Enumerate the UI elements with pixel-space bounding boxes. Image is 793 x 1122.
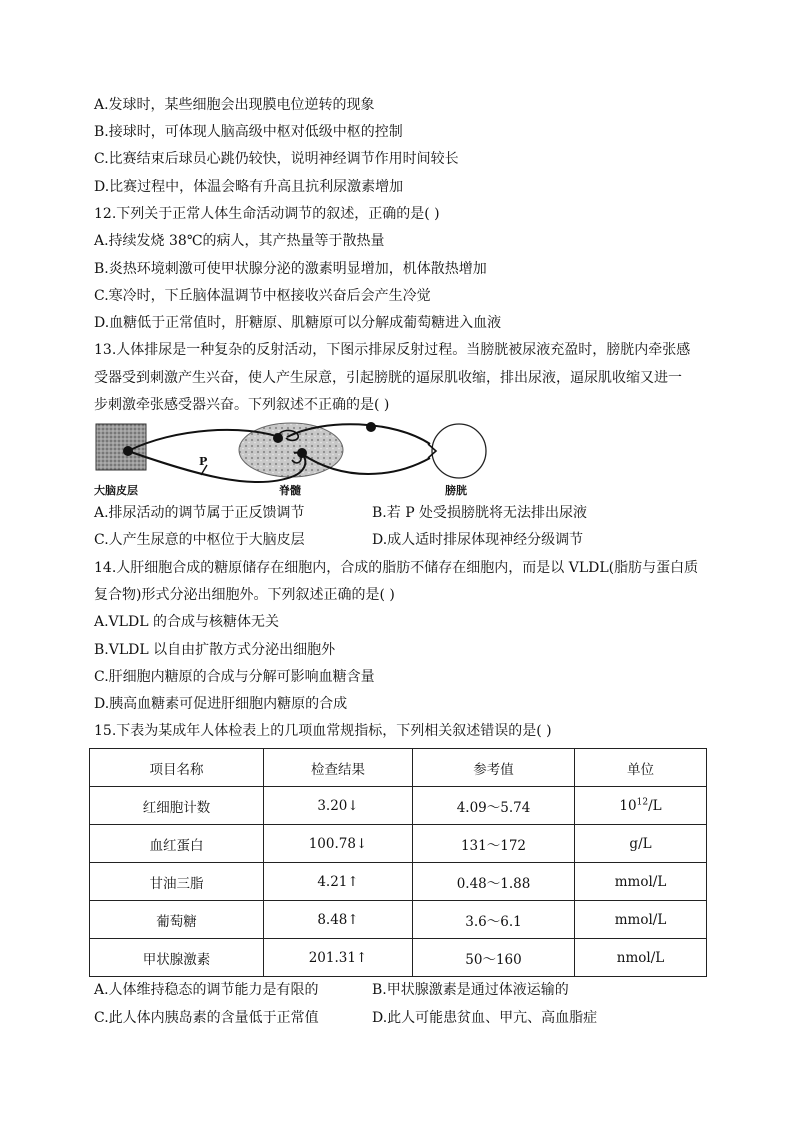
q15-stem: 15.下表为某成年人体检表上的几项血常规指标，下列相关叙述错误的是( ) <box>94 723 552 739</box>
q13-stem-line-2: 受器受到刺激产生兴奋，使人产生尿意，引起膀胱的逼尿肌收缩，排出尿液，逼尿肌收缩又进一 <box>94 370 682 386</box>
spinal-neuron-body-lower <box>297 448 307 458</box>
cell-result: 100.78↓ <box>264 825 413 863</box>
q14-option-d: D.胰高血糖素可促进肝细胞内糖原的合成 <box>94 696 348 712</box>
cell-item: 甲状腺激素 <box>90 939 264 977</box>
spinal-neuron-body-upper <box>273 433 283 443</box>
q12-option-d: D.血糖低于正常值时，肝糖原、肌糖原可以分解成葡萄糖进入血液 <box>94 315 502 331</box>
label-cerebral-cortex: 大脑皮层 <box>94 484 138 497</box>
q12-option-c: C.寒冷时，下丘脑体温调节中枢接收兴奋后会产生冷觉 <box>94 288 431 304</box>
reflex-arc-diagram <box>94 420 514 502</box>
q15-option-b: B.甲状腺激素是通过体液运输的 <box>372 982 569 998</box>
q14-option-c: C.肝细胞内糖原的合成与分解可影响血糖含量 <box>94 669 375 685</box>
q11-option-a: A.发球时，某些细胞会出现膜电位逆转的现象 <box>94 97 375 113</box>
header-result: 检查结果 <box>264 749 413 787</box>
q13-option-a: A.排尿活动的调节属于正反馈调节 <box>94 505 305 521</box>
cell-unit <box>575 787 707 825</box>
cortex-neuron-body <box>123 446 133 456</box>
q13-stem-line-3: 步刺激牵张感受器兴奋。下列叙述不正确的是( ) <box>94 397 390 413</box>
label-p: P <box>199 455 208 468</box>
unit-base: 10 <box>619 797 637 814</box>
q12-stem: 12.下列关于正常人体生命活动调节的叙述，正确的是( ) <box>94 206 440 222</box>
cell-unit: mmol/L <box>575 863 707 901</box>
cell-result: 4.21↑ <box>264 863 413 901</box>
q15-option-c: C.此人体内胰岛素的含量低于正常值 <box>94 1010 319 1026</box>
q14-stem-line-1: 14.人肝细胞合成的糖原储存在细胞内，合成的脂肪不储存在细胞内，而是以 VLDL(脂肪与蛋白质 <box>94 560 699 576</box>
q13-option-c: C.人产生尿意的中枢位于大脑皮层 <box>94 532 305 548</box>
cell-item: 血红蛋白 <box>90 825 264 863</box>
table-row <box>90 787 707 825</box>
q13-stem-line-1: 13.人体排尿是一种复杂的反射活动，下图示排尿反射过程。当膀胱被尿液充盈时，膀胱内牵张感 <box>94 342 691 358</box>
label-spinal-cord: 脊髓 <box>279 484 301 497</box>
q12-option-b: B.炎热环境刺激可使甲状腺分泌的激素明显增加，机体散热增加 <box>94 261 487 277</box>
cell-unit: g/L <box>575 825 707 863</box>
table-row <box>90 825 707 863</box>
q15-option-a: A.人体维持稳态的调节能力是有限的 <box>94 982 319 998</box>
cell-result: 8.48↑ <box>264 901 413 939</box>
header-item: 项目名称 <box>90 749 264 787</box>
afferent-ganglion <box>366 422 376 432</box>
blood-test-table <box>89 748 707 977</box>
table-row <box>90 901 707 939</box>
unit-suffix: /L <box>648 797 662 814</box>
q14-stem-line-2: 复合物)形式分泌出细胞外。下列叙述正确的是( ) <box>94 587 395 603</box>
cell-result: 3.20↓ <box>264 787 413 825</box>
table-row <box>90 863 707 901</box>
cell-reference: 3.6～6.1 <box>413 901 575 939</box>
cell-item: 红细胞计数 <box>90 787 264 825</box>
cell-reference: 131～172 <box>413 825 575 863</box>
q11-option-d: D.比赛过程中，体温会略有升高且抗利尿激素增加 <box>94 179 404 195</box>
cell-unit: mmol/L <box>575 901 707 939</box>
q11-option-c: C.比赛结束后球员心跳仍较快，说明神经调节作用时间较长 <box>94 151 459 167</box>
cell-item: 葡萄糖 <box>90 901 264 939</box>
cell-item: 甘油三脂 <box>90 863 264 901</box>
q14-option-a: A.VLDL 的合成与核糖体无关 <box>94 614 279 630</box>
cell-result: 201.31↑ <box>264 939 413 977</box>
q15-option-d: D.此人可能患贫血、甲亢、高血脂症 <box>372 1010 598 1026</box>
cell-reference: 50～160 <box>413 939 575 977</box>
cell-reference: 0.48～1.88 <box>413 863 575 901</box>
cell-reference: 4.09～5.74 <box>413 787 575 825</box>
label-bladder: 膀胱 <box>445 484 467 497</box>
header-unit: 单位 <box>575 749 707 787</box>
q12-option-a: A.持续发烧 38℃的病人，其产热量等于散热量 <box>94 233 385 249</box>
header-reference: 参考值 <box>413 749 575 787</box>
cell-unit: nmol/L <box>575 939 707 977</box>
q11-option-b: B.接球时，可体现人脑高级中枢对低级中枢的控制 <box>94 124 403 140</box>
table-row <box>90 939 707 977</box>
table-header-row <box>90 749 707 787</box>
q13-option-b: B.若 P 处受损膀胱将无法排出尿液 <box>372 505 588 521</box>
q13-option-d: D.成人适时排尿体现神经分级调节 <box>372 532 584 548</box>
q14-option-b: B.VLDL 以自由扩散方式分泌出细胞外 <box>94 642 336 658</box>
unit-exponent: 12 <box>636 797 649 807</box>
bladder-circle <box>432 424 486 478</box>
